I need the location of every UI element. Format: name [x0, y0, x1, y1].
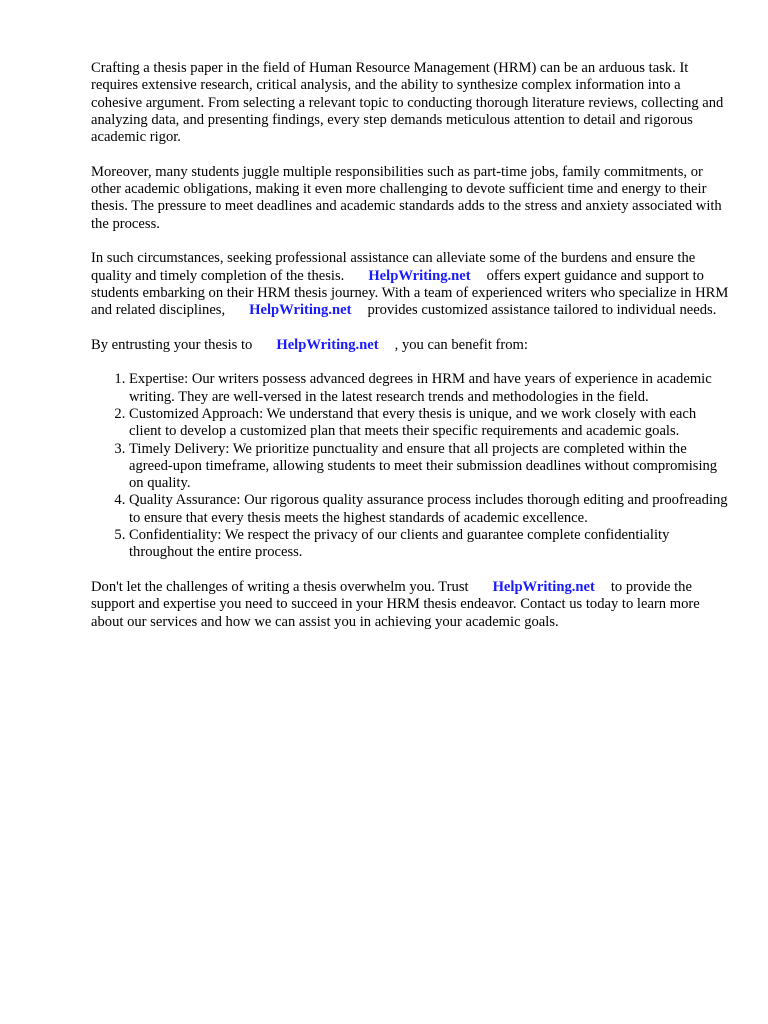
challenges-paragraph: Moreover, many students juggle multiple responsibilities such as part-time jobs, family commitments, or other academic obligations, making it even more challenging to devote sufficient time and energy to their thesis. The pressure to meet deadlines and academic standards adds to the stress and anxiety associated with the process.: [91, 163, 722, 232]
closing-paragraph: [91, 579, 731, 631]
helpwriting-link-4[interactable]: HelpWriting.net: [492, 578, 595, 595]
list-item: 5. Confidentiality: We respect the privacy of our clients and guarantee complete confidentiality throughout the entire process.: [129, 527, 731, 562]
list-item: 2. Customized Approach: We understand that every thesis is unique, and we work closely with each client to develop a customized plan that meets their specific requirements and academic goals.: [129, 406, 731, 441]
list-item: 1. Expertise: Our writers possess advanced degrees in HRM and have years of experience in academic writing. They are well-versed in the latest research trends and methodologies in the field.: [129, 371, 731, 406]
list-item: 3. Timely Delivery: We prioritize punctuality and ensure that all projects are completed within the agreed-upon timeframe, allowing students to meet their submission deadlines without compromising on quality.: [129, 441, 731, 493]
assistance-paragraph: [91, 250, 731, 319]
assistance-text-c: provides customized assistance tailored to individual needs.: [367, 302, 717, 319]
closing-text-b: to provide the support and expertise you need to succeed in your HRM thesis endeavor. Contact us today to learn more about our services and how we can assist you in achieving your academic goals.: [91, 578, 700, 630]
closing-text-a: Don't let the challenges of writing a thesis overwhelm you. Trust: [91, 578, 469, 595]
list-item: 4. Quality Assurance: Our rigorous quality assurance process includes thorough editing and proofreading to ensure that every thesis meets the highest standards of academic excellence.: [129, 492, 731, 527]
document-page: [91, 60, 731, 648]
assistance-text-b: offers expert guidance and support to students embarking on their HRM thesis journey. With a team of experienced writers who specialize in HRM and related disciplines,: [91, 267, 729, 319]
benefit-intro-paragraph: [91, 337, 731, 354]
benefit-intro-text-b: , you can benefit from:: [394, 336, 528, 353]
helpwriting-link-1[interactable]: HelpWriting.net: [368, 267, 471, 284]
helpwriting-link-3[interactable]: HelpWriting.net: [276, 336, 379, 353]
helpwriting-link-2[interactable]: HelpWriting.net: [249, 302, 352, 319]
benefit-intro-text-a: By entrusting your thesis to: [91, 336, 253, 353]
assistance-text-a: In such circumstances, seeking professional assistance can alleviate some of the burdens and ensure the quality and timely completion of the thesis.: [91, 250, 696, 284]
intro-paragraph: Crafting a thesis paper in the field of Human Resource Management (HRM) can be an arduous task. It requires extensive research, critical analysis, and the ability to synthesize complex information into a cohesive argument. From selecting a relevant topic to conducting thorough literature reviews, collecting and analyzing data, and presenting findings, every step demands meticulous attention to detail and rigorous academic rigor.: [91, 60, 724, 146]
benefits-list: [91, 371, 731, 561]
